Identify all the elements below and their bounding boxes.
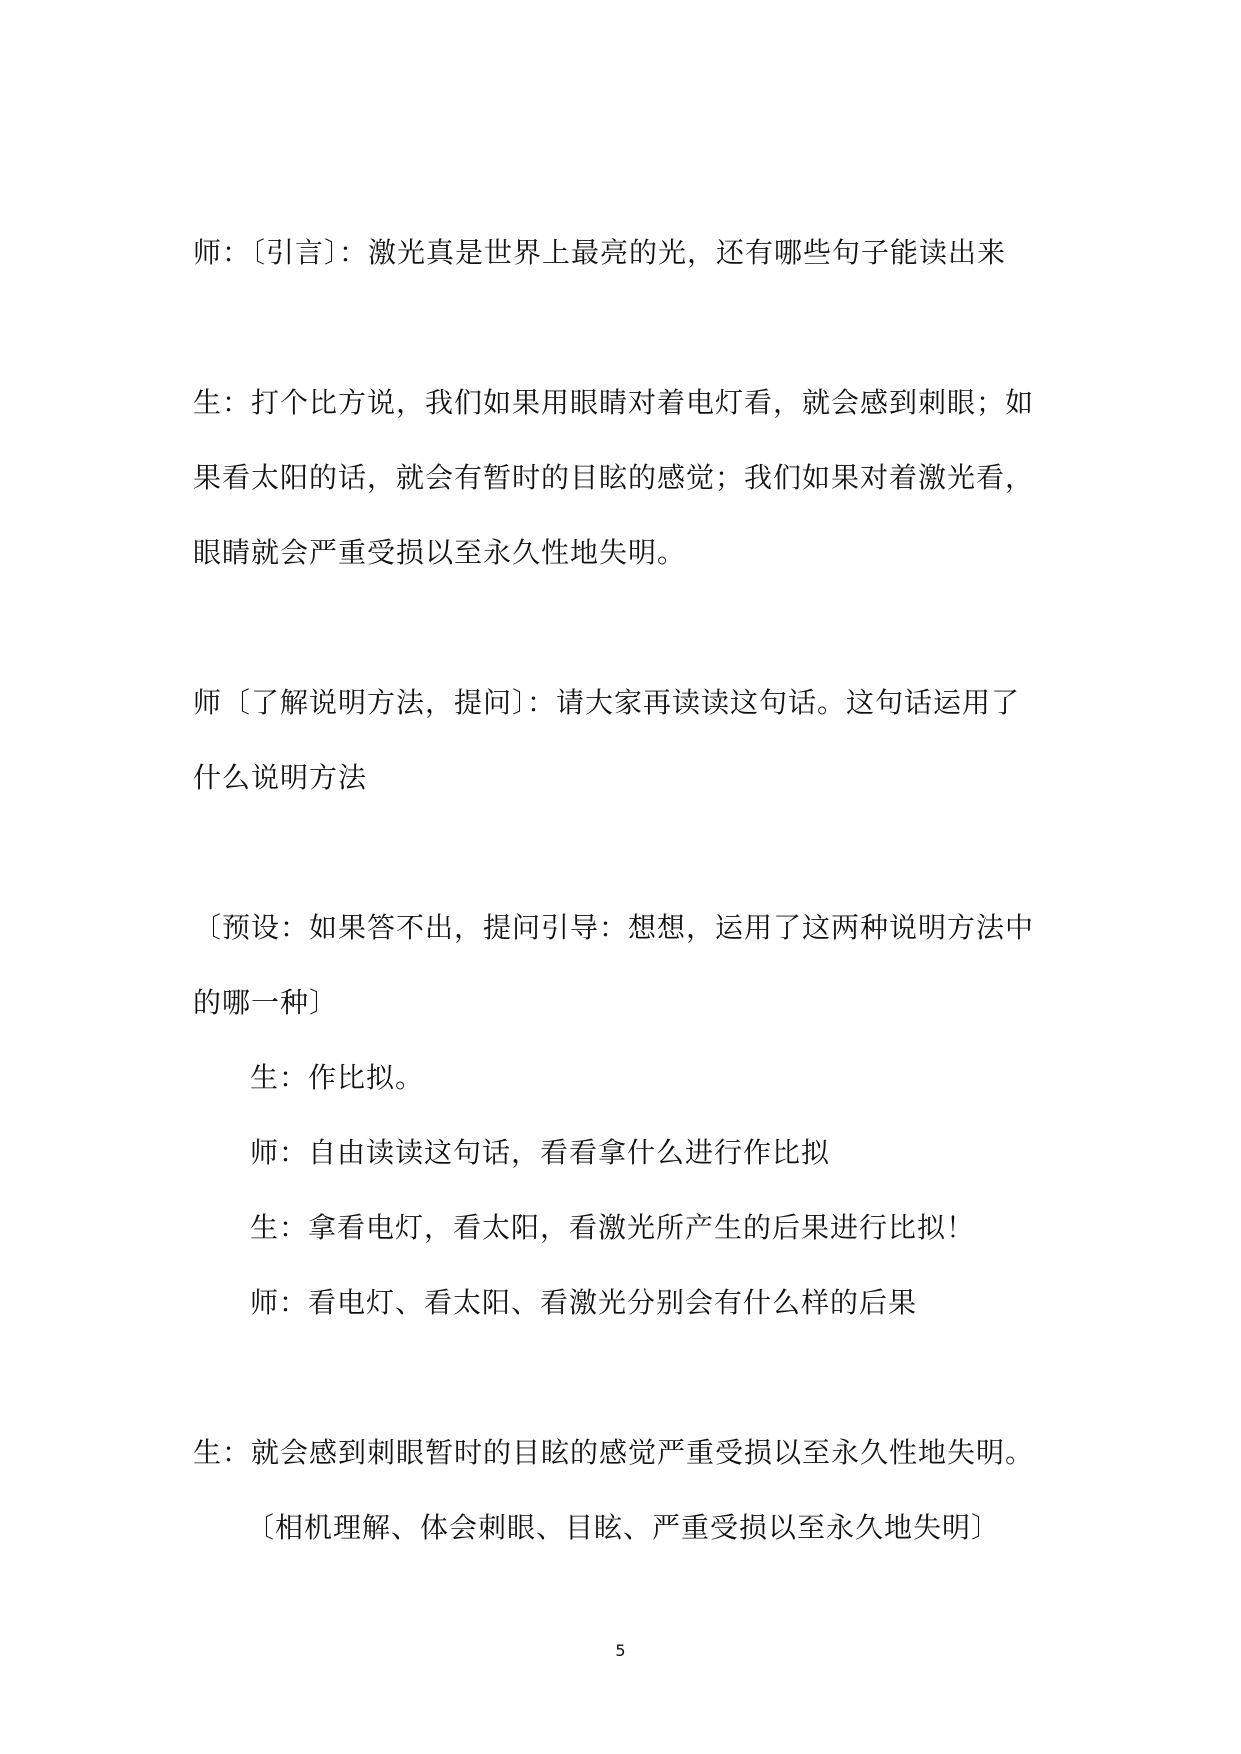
text-line: 眼睛就会严重受损以至永久性地失明。: [193, 536, 687, 569]
text-line: 〔相机理解、体会刺眼、目眩、严重受损以至永久地失明〕: [246, 1511, 1001, 1544]
text-line: 师：〔引言〕：激光真是世界上最亮的光，还有哪些句子能读出来: [193, 236, 1007, 269]
text-line: 的哪一种〕: [193, 986, 339, 1019]
text-line: 生：打个比方说，我们如果用眼睛对着电灯看，就会感到刺眼；如: [193, 386, 1035, 419]
text-line: 师〔了解说明方法，提问〕：请大家再读读这句话。这句话运用了: [193, 686, 1021, 719]
dialogue-line: 师：看电灯、看太阳、看激光分别会有什么样的后果: [250, 1286, 918, 1319]
text-line: 果看太阳的话，就会有暂时的目眩的感觉；我们如果对着激光看，: [193, 461, 1035, 494]
dialogue-line: 生：作比拟。: [250, 1061, 425, 1094]
dialogue-line: 生：拿看电灯，看太阳，看激光所产生的后果进行比拟！: [250, 1211, 976, 1244]
page-number: 5: [615, 1641, 626, 1660]
text-line: 生：就会感到刺眼暂时的目眩的感觉严重受损以至永久性地失明。: [193, 1436, 1035, 1469]
text-line: 〔预设：如果答不出，提问引导：想想，运用了这两种说明方法中: [193, 911, 1035, 944]
dialogue-line: 师：自由读读这句话，看看拿什么进行作比拟: [250, 1136, 831, 1169]
text-line: 什么说明方法: [193, 761, 368, 794]
